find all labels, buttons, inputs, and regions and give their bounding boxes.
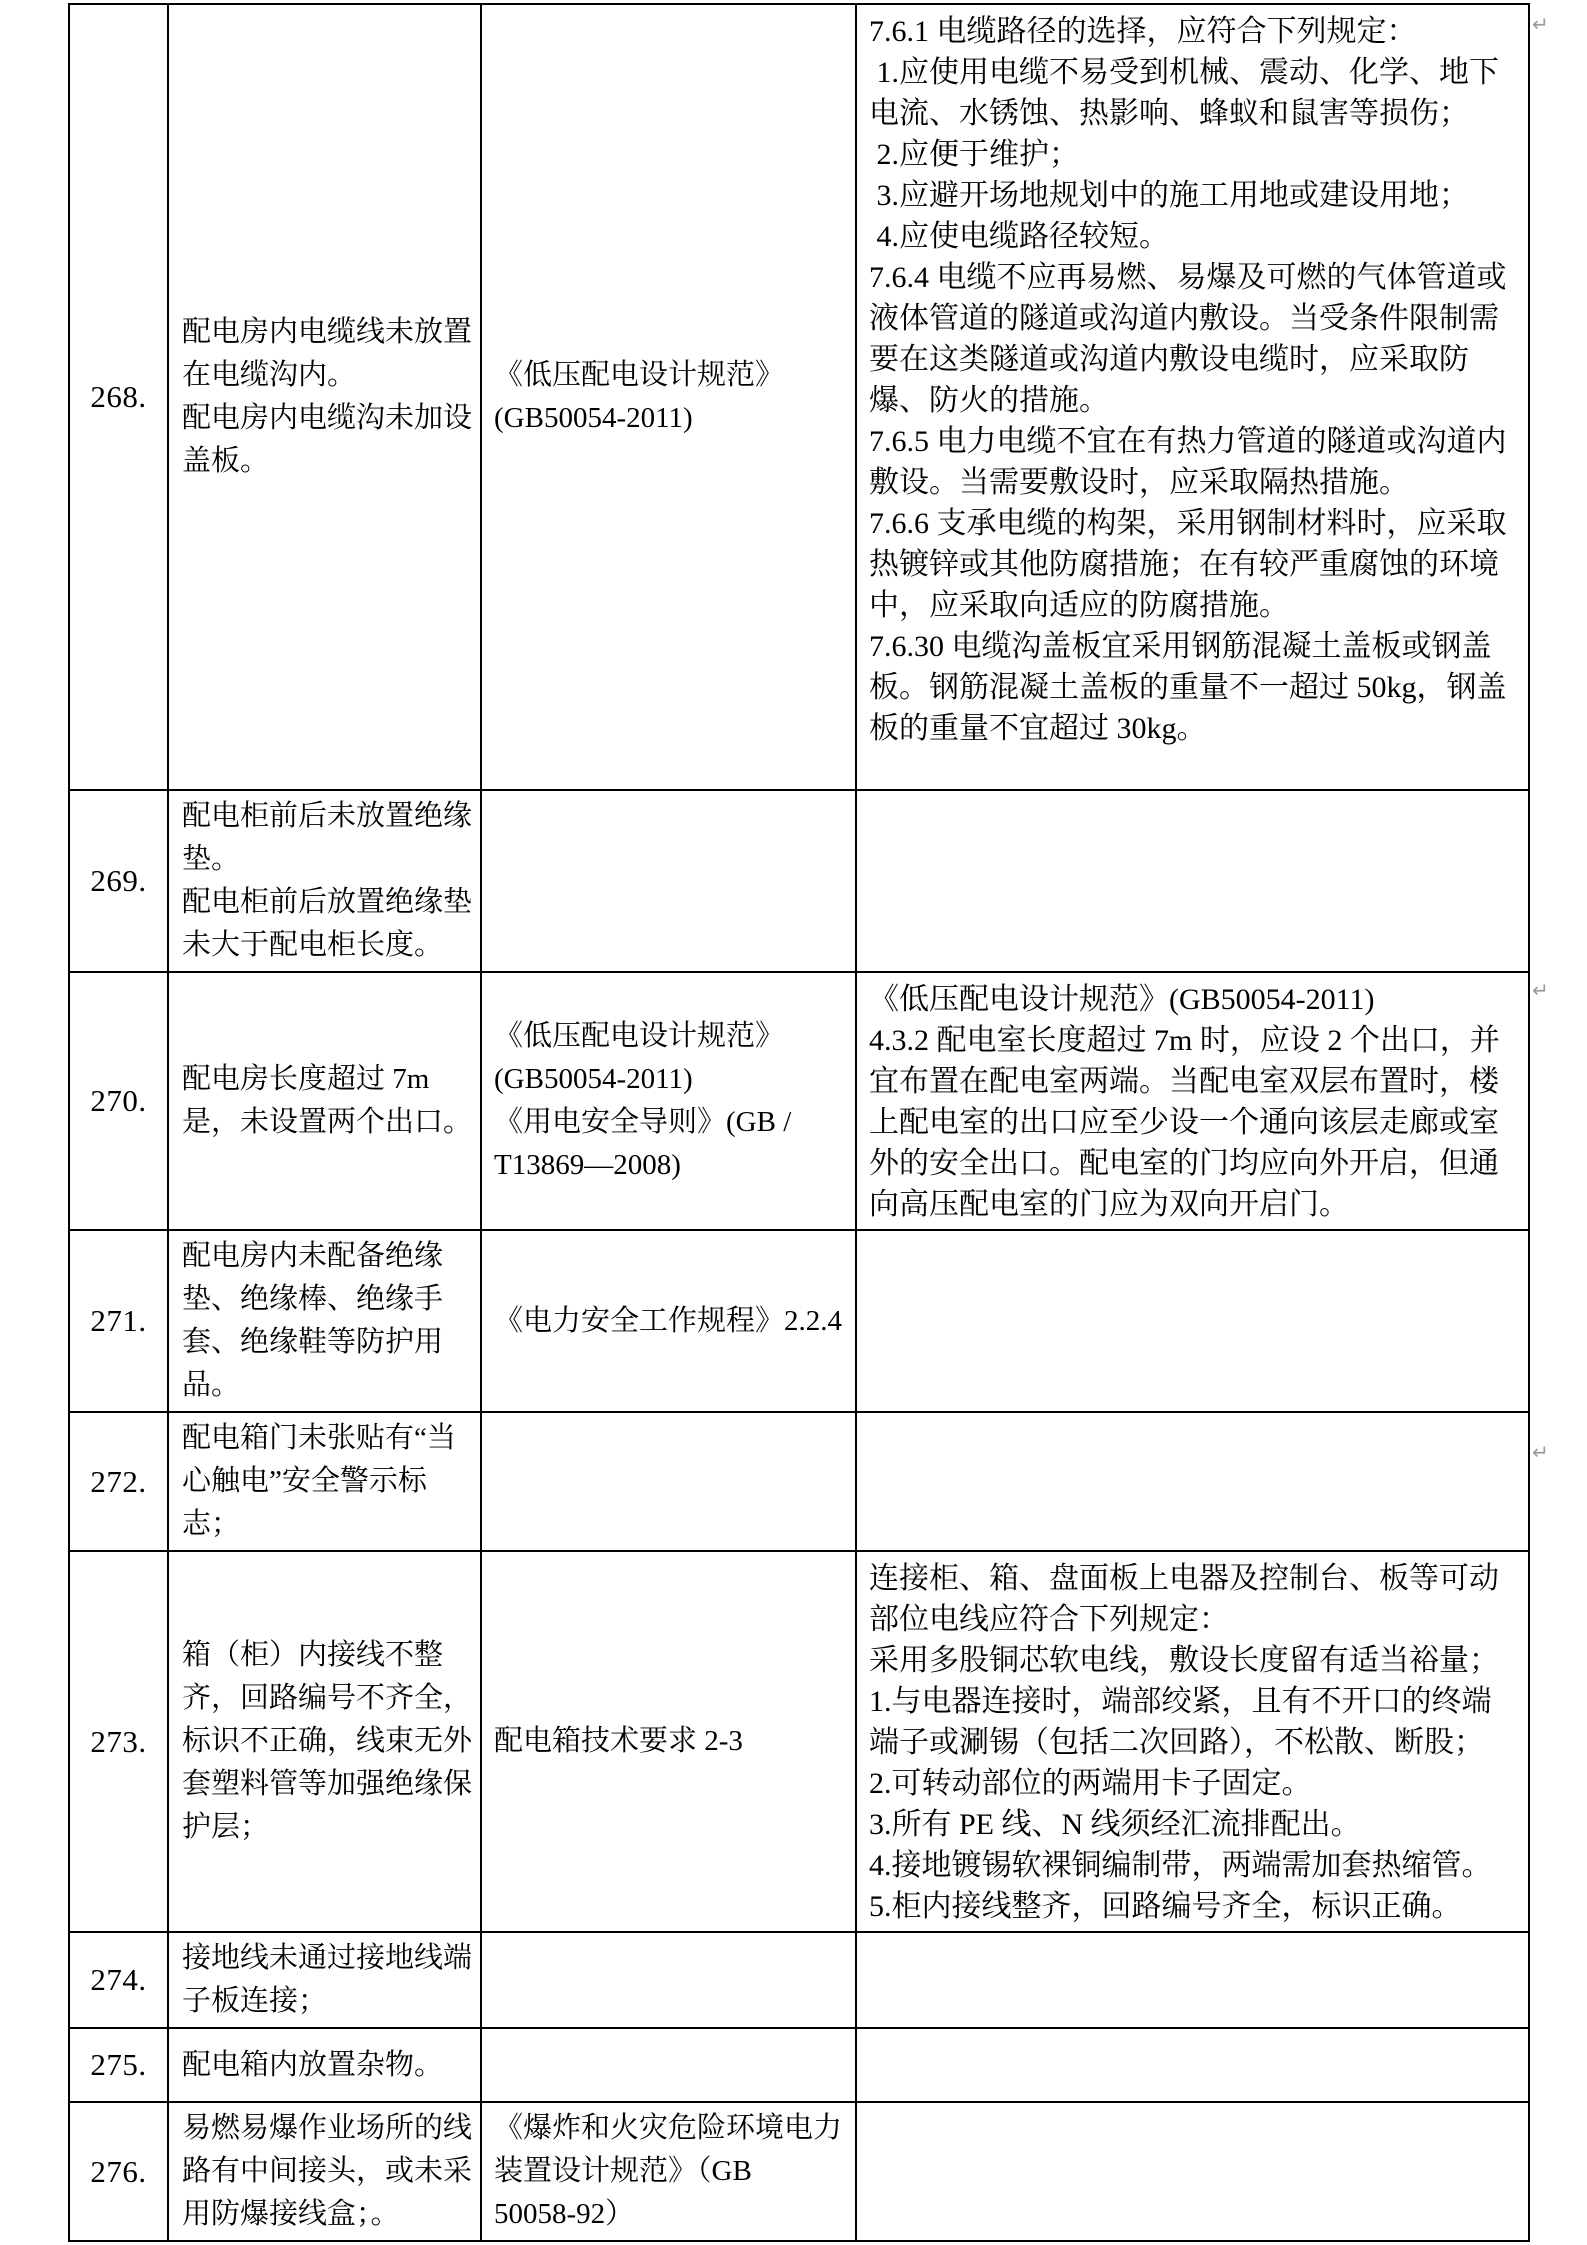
regulation-text: 4.应使电缆路径较短。: [869, 220, 1169, 253]
regulation-cell: [856, 2028, 1529, 2102]
standard-text: 《用电安全导则》(GB /: [494, 1106, 792, 1138]
standard-text: 《爆炸和火灾危险环境电力: [494, 2112, 843, 2144]
table-row: [69, 2028, 1529, 2102]
standard-text: T13869—2008): [494, 1149, 681, 1181]
issue-cell: [168, 2028, 481, 2102]
regulation-cell: [856, 790, 1529, 972]
standard-text: 《低压配电设计规范》: [494, 1020, 785, 1052]
regulation-cell: [856, 972, 1529, 1230]
issue-text: 配电房内电缆线未放置在电缆沟内。: [182, 316, 473, 391]
standard-text: (GB50054-2011): [494, 402, 693, 434]
issue-cell: [168, 790, 481, 972]
issue-text: 配电柜前后未放置绝缘垫。: [182, 800, 473, 875]
regulation-text: 4.3.2 配电室长度超过 7m 时，应设 2 个出口，并宜布置在配电室两端。当配电室双层布置时，楼上配电室的出口应至少设一个通向该层走廊或室外的安全出口。配电室的门均应向外开启，但通向高压配电室的门应为双向开启门。: [869, 1024, 1500, 1221]
row-number-cell: 275.: [69, 2028, 168, 2102]
issue-text: 配电房内未配备绝缘垫、绝缘棒、绝缘手套、绝缘鞋等防护用品。: [182, 1240, 444, 1401]
issue-cell: [168, 1932, 481, 2028]
standard-text: 装置设计规范》（GB: [494, 2155, 752, 2187]
standard-cell: [481, 972, 856, 1230]
table-row: [69, 1230, 1529, 1412]
regulation-text: 《低压配电设计规范》(GB50054-2011): [869, 983, 1375, 1016]
standard-text: 《电力安全工作规程》2.2.4: [494, 1304, 843, 1337]
regulation-text: 1.与电器连接时，端部绞紧，且有不开口的终端端子或涮锡（包括二次回路），不松散、断股；: [869, 1685, 1492, 1759]
table-row: [69, 1932, 1529, 2028]
paragraph-mark: ↵: [1532, 1440, 1549, 1464]
issue-text: 接地线未通过接地线端子板连接；: [182, 1942, 473, 2017]
regulation-text: 7.6.4 电缆不应再易燃、易爆及可燃的气体管道或液体管道的隧道或沟道内敷设。当受条件限制需要在这类隧道或沟道内敷设电缆时，应采取防爆、防火的措施。: [869, 261, 1507, 417]
regulation-text: 5.柜内接线整齐，回路编号齐全，标识正确。: [869, 1890, 1462, 1923]
regulation-text: 3.所有 PE 线、N 线须经汇流排配出。: [869, 1808, 1361, 1841]
standard-text: 《低压配电设计规范》: [494, 359, 785, 391]
regulation-cell: [856, 1932, 1529, 2028]
standard-cell: [481, 790, 856, 972]
row-number-cell: 273.: [69, 1551, 168, 1932]
row-number-cell: 276.: [69, 2102, 168, 2241]
standard-text: (GB50054-2011): [494, 1063, 693, 1095]
standard-cell: [481, 2028, 856, 2102]
regulation-text: 4.接地镀锡软裸铜编制带，两端需加套热缩管。: [869, 1849, 1492, 1882]
regulation-text: 连接柜、箱、盘面板上电器及控制台、板等可动部位电线应符合下列规定：: [869, 1562, 1499, 1636]
row-number-cell: 270.: [69, 972, 168, 1230]
regulation-text: 7.6.1 电缆路径的选择，应符合下列规定：: [869, 15, 1417, 48]
row-number-cell: 272.: [69, 1412, 168, 1551]
regulation-cell: [856, 1551, 1529, 1932]
issue-cell: [168, 2102, 481, 2241]
table-row: [69, 1551, 1529, 1932]
standard-cell: [481, 1551, 856, 1932]
standard-text: 50058-92）: [494, 2198, 635, 2230]
issue-text: 配电房长度超过 7m 是，未设置两个出口。: [182, 1063, 473, 1138]
paragraph-mark: ↵: [1532, 12, 1549, 36]
issue-text: 配电箱门未张贴有“当心触电”安全警示标志；: [182, 1422, 456, 1540]
inspection-table: [68, 3, 1530, 2242]
table-row: [69, 972, 1529, 1230]
regulation-text: 7.6.30 电缆沟盖板宜采用钢筋混凝土盖板或钢盖板。钢筋混凝土盖板的重量不一超过 50kg，钢盖板的重量不宜超过 30kg。: [869, 630, 1507, 745]
regulation-cell: [856, 1230, 1529, 1412]
table-row: [69, 790, 1529, 972]
issue-cell: [168, 1551, 481, 1932]
issue-cell: [168, 1230, 481, 1412]
table-row: [69, 2102, 1529, 2241]
issue-cell: [168, 972, 481, 1230]
table-row: [69, 4, 1529, 790]
row-number-cell: 269.: [69, 790, 168, 972]
regulation-text: 2.可转动部位的两端用卡子固定。: [869, 1767, 1312, 1800]
standard-text: 配电箱技术要求 2-3: [494, 1725, 743, 1757]
regulation-cell: [856, 1412, 1529, 1551]
regulation-text: 采用多股铜芯软电线，敷设长度留有适当裕量；: [869, 1644, 1499, 1677]
regulation-text: 2.应便于维护；: [869, 138, 1079, 171]
issue-cell: [168, 1412, 481, 1551]
issue-text: 配电箱内放置杂物。: [182, 2048, 444, 2081]
issue-text: 配电房内电缆沟未加设盖板。: [182, 402, 473, 477]
paragraph-mark: ↵: [1532, 978, 1549, 1002]
standard-cell: [481, 1412, 856, 1551]
regulation-text: 3.应避开场地规划中的施工用地或建设用地；: [869, 179, 1469, 212]
regulation-cell: [856, 2102, 1529, 2241]
row-number-cell: 274.: [69, 1932, 168, 2028]
row-number-cell: 268.: [69, 4, 168, 790]
standard-cell: [481, 1230, 856, 1412]
standard-cell: [481, 2102, 856, 2241]
issue-text: 易燃易爆作业场所的线路有中间接头，或未采用防爆接线盒；。: [182, 2112, 473, 2230]
regulation-text: 7.6.5 电力电缆不宜在有热力管道的隧道或沟道内敷设。当需要敷设时，应采取隔热措施。: [869, 425, 1507, 499]
regulation-text: 7.6.6 支承电缆的构架，采用钢制材料时，应采取热镀锌或其他防腐措施；在有较严重腐蚀的环境中，应采取向适应的防腐措施。: [869, 507, 1507, 622]
row-number-cell: 271.: [69, 1230, 168, 1412]
issue-text: 箱（柜）内接线不整齐，回路编号不齐全，标识不正确，线束无外套塑料管等加强绝缘保护层；: [182, 1639, 473, 1843]
standard-cell: [481, 1932, 856, 2028]
standard-cell: [481, 4, 856, 790]
table-row: [69, 1412, 1529, 1551]
regulation-cell: [856, 4, 1529, 790]
issue-text: 配电柜前后放置绝缘垫未大于配电柜长度。: [182, 886, 473, 961]
issue-cell: [168, 4, 481, 790]
regulation-text: 1.应使用电缆不易受到机械、震动、化学、地下电流、水锈蚀、热影响、蜂蚁和鼠害等损伤；: [869, 56, 1499, 130]
inspection-table-body: [69, 4, 1529, 2241]
